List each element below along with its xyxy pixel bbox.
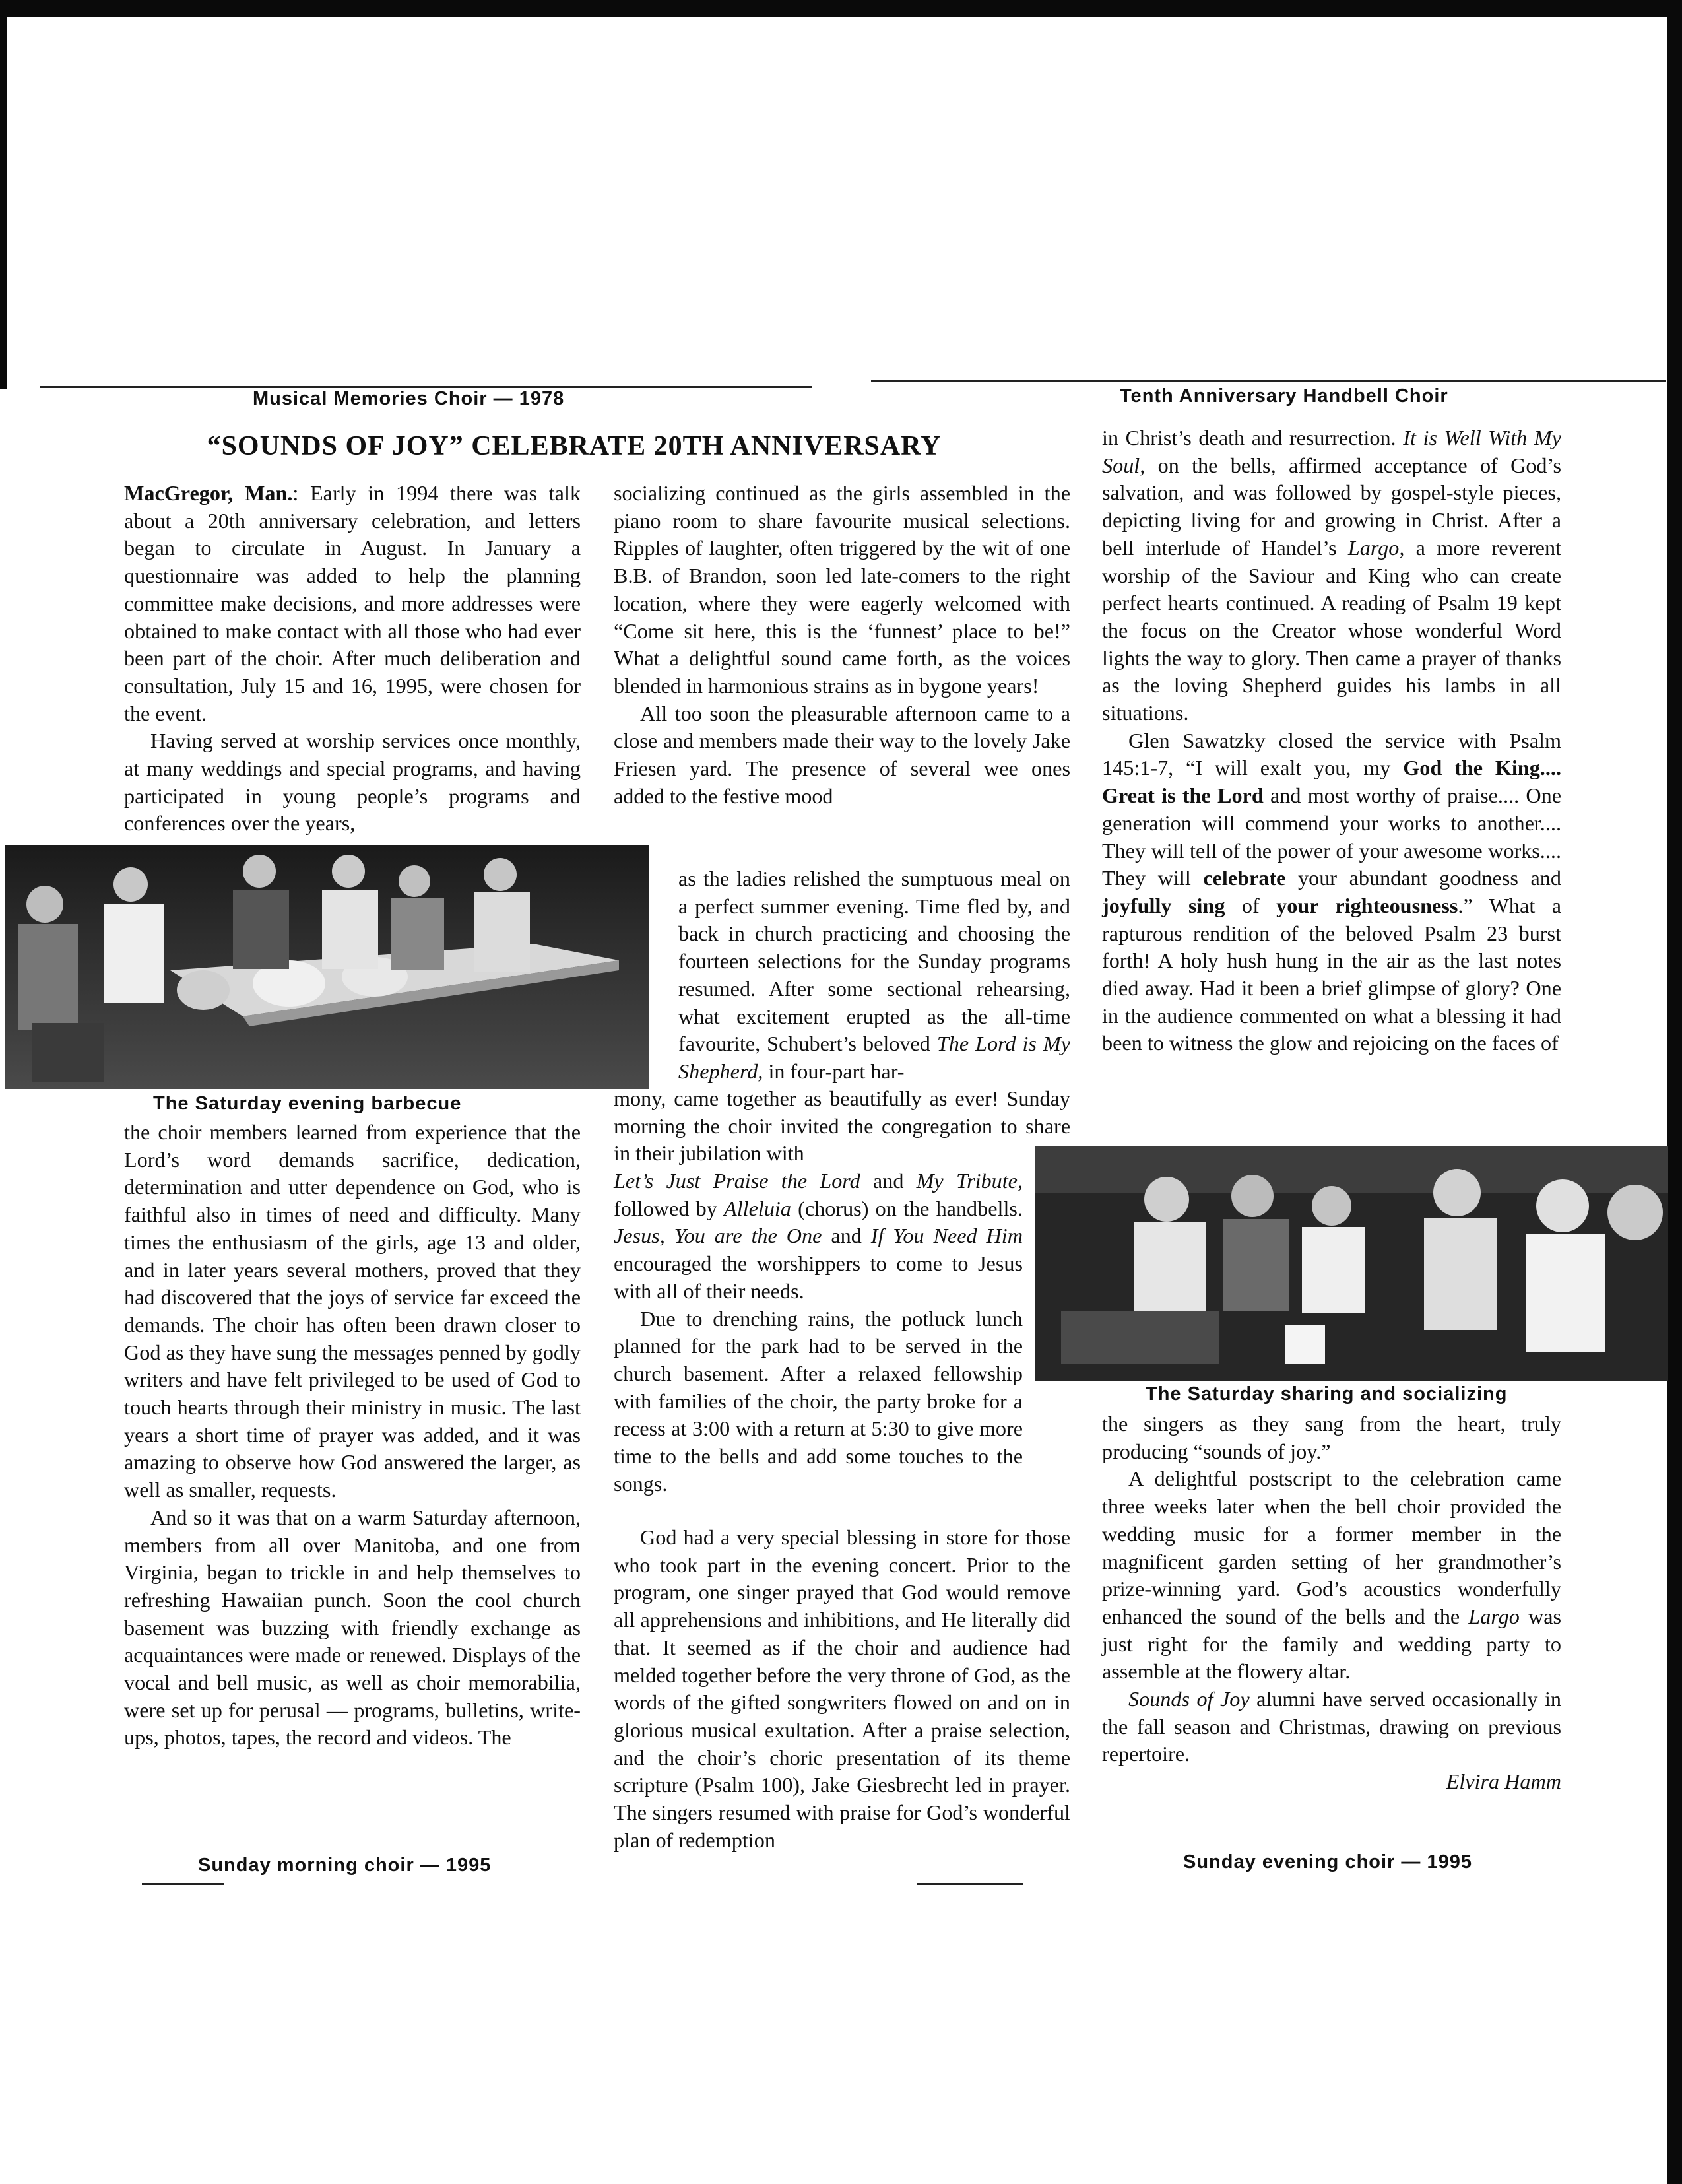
title-if-you-need-him: If You Need Him — [870, 1224, 1023, 1248]
article-column-2-indented — [678, 865, 1070, 1086]
column2-paragraph-2b: as the ladies relished the sumptuous meal on a perfect summer evening. Time fled by, and back in church practicing and choosing the fourteen selections for the Sunday programs resumed. After some sectional rehearsing, what excitement erupted as the all-time favourite, Schubert’s beloved — [678, 867, 1070, 1056]
column2-paragraph-2b-end: in four-part har- — [763, 1059, 905, 1083]
column3-paragraph-2b: and most worthy of praise.... One generation will commend your works to another.... They will tell of the power of your awesome works.... They will — [1102, 783, 1561, 890]
title-it-is-well: It is Well With My Soul, — [1102, 426, 1561, 477]
column2-paragraph-3: Due to drenching rains, the potluck lunch planned for the park had to be served in the church basement. After a relaxed fellowship with families of the choir, the party broke for a recess at 3:00 with a return at 5:30 to give more time to the bells and add some touches to the songs. — [614, 1306, 1023, 1496]
caption-saturday-sharing: The Saturday sharing and socializing — [1146, 1383, 1508, 1405]
article-column-3-lower — [1102, 1410, 1561, 1796]
column1-paragraph-1: : Early in 1994 there was talk about a 20th anniversary celebration, and letters began to circulate in August. In January a questionnaire was added to help the planning committee make decisions, and more addresses were obtained to make contact with all those who had ever been part of the choir. After much deliberation and consultation, July 15 and 16, 1995, were chosen for the event. — [124, 481, 581, 725]
author-signature: Elvira Hamm — [1446, 1770, 1561, 1794]
column1-paragraph-3: the choir members learned from experience that the Lord’s word demands sacrifice, dedication, determination and utter dependence on God, who is faithful also in times of need and difficulty. Many times the enthusiasm of the girls, age 13 and older, and in later years several mothers, proved that they had discovered that the joys of service far exceed the demands. The choir has often been drawn closer to God as they have sung the messages penned by godly writers and have felt privileged to be used of God to touch hearts through their ministry in music. The last years a short time of prayer was added, and it was amazing to observe how God answered the larger, as well as smaller, requests. — [124, 1120, 581, 1502]
title-lord-is-my-shepherd: The Lord is My Shepherd, — [678, 1032, 1070, 1083]
title-sounds-of-joy: Sounds of Joy — [1128, 1687, 1250, 1711]
column3-paragraph-4a: A delightful postscript to the celebration came three weeks later when the bell choir provided the wedding music for a former member in the magnificent garden setting of her grandmother’s prize-winning yard. God’s acoustics wonderfully enhanced the sound of the bells and the — [1102, 1467, 1561, 1628]
bold-celebrate: celebrate — [1203, 866, 1286, 890]
column3-paragraph-3: the singers as they sang from the heart, truly producing “sounds of joy.” — [1102, 1412, 1561, 1463]
column3-paragraph-2c: your abundant goodness and — [1285, 866, 1561, 890]
scan-border-right — [1667, 0, 1682, 2184]
text-chorus: (chorus) on the handbells. — [791, 1196, 1023, 1220]
caption-saturday-barbecue: The Saturday evening barbecue — [153, 1093, 462, 1114]
column3-paragraph-2e: .” What a rapturous rendition of the beloved Psalm 23 burst forth! A holy hush hung in the air as the last notes died away. Had it been a brief glimpse of glory? One in the audience commented on what a blessing it had been to witness the glow and rejoicing on the faces of — [1102, 893, 1561, 1055]
article-dateline: MacGregor, Man. — [124, 481, 293, 505]
caption-sunday-morning: Sunday morning choir — 1995 — [198, 1855, 492, 1876]
text-followed-by: followed by — [614, 1196, 725, 1220]
column1-paragraph-4: And so it was that on a warm Saturday afternoon, members from all over Manitoba, and one from Virginia, began to trickle in and help themselves to refreshing Hawaiian punch. Soon the cool church basement was buzzing with friendly exchange as acquaintances were made or renewed. Displays of the vocal and bell music, as well as choir memorabilia, were set up for perusal — programs, bulletins, write-ups, photos, tapes, the record and videos. The — [124, 1505, 581, 1750]
article-column-2-narrow — [614, 1168, 1023, 1498]
article-column-3 — [1102, 424, 1561, 1057]
article-column-1-lower — [124, 1119, 581, 1752]
column2-paragraph-2d-end: encouraged the worshippers to come to Jesus with all of their needs. — [614, 1251, 1023, 1303]
column2-paragraph-2a: All too soon the pleasurable afternoon came to a close and members made their way to the lovely Jake Friesen yard. The presence of several wee ones added to the festive mood — [614, 701, 1070, 808]
column1-paragraph-2: Having served at worship services once monthly, at many weddings and special programs, and having participated in young people’s programs and conferences over the years, — [124, 729, 581, 836]
title-alleluia: Alleluia — [724, 1196, 791, 1220]
text-and-2: and — [822, 1224, 871, 1248]
column3-paragraph-5: alumni have served occasionally in the fall season and Christmas, drawing on previous repertoire. — [1102, 1687, 1561, 1766]
scan-border-left — [0, 0, 7, 389]
column3-paragraph-1a: in Christ’s death and resurrection. — [1102, 426, 1404, 449]
column2-paragraph-1: socializing continued as the girls assembled in the piano room to share favourite musical selections. Ripples of laughter, often triggered by the wit of one B.B. of Brandon, soon led late-comers to the right location, where they were eagerly welcomed with “Come sit here, this is the ‘funnest’ place to be!” What a delightful sound came forth, as the voices blended in harmonious strains as in bygone years! — [614, 481, 1070, 698]
rule-bottom-mid — [917, 1883, 1023, 1885]
article-column-2 — [614, 480, 1070, 810]
rule-bottom-left — [142, 1883, 224, 1885]
bold-joyfully-sing: joyfully sing — [1102, 893, 1225, 917]
title-largo: Largo, — [1347, 535, 1405, 560]
column2-paragraph-2c: mony, came together as beautifully as ever! Sunday morning the choir invited the congregation to share in their jubilation with — [614, 1086, 1070, 1166]
title-lets-just-praise: Let’s Just Praise the Lord — [614, 1169, 860, 1193]
column3-paragraph-1b: on the bells, affirmed acceptance of God’s salvation, and was followed by gospel-style pieces, depicting living for and growing in Christ. After a bell interlude of Handel’s — [1102, 453, 1561, 560]
caption-sunday-evening: Sunday evening choir — 1995 — [1183, 1851, 1472, 1872]
photo-saturday-barbecue — [5, 845, 649, 1089]
rule-right — [871, 380, 1666, 382]
text-of: of — [1225, 893, 1277, 917]
article-column-1 — [124, 480, 581, 838]
photo-saturday-sharing — [1035, 1146, 1668, 1381]
article-column-2-lower — [614, 1524, 1070, 1854]
text-and: and — [860, 1169, 917, 1193]
column3-paragraph-4b: was just right for the family and wedding party to assemble at the flowery altar. — [1102, 1604, 1562, 1684]
column3-paragraph-2a: Glen Sawatzky closed the service with Psalm 145:1-7, “I will exalt you, my — [1102, 728, 1561, 780]
article-headline: “SOUNDS OF JOY” CELEBRATE 20TH ANNIVERSARY — [207, 431, 942, 461]
title-jesus-you-are-the-one: Jesus, You are the One — [614, 1224, 822, 1248]
scan-border-top — [0, 0, 1682, 17]
article-column-2-continued — [614, 1085, 1070, 1168]
bold-your-righteousness: your righteousness — [1276, 893, 1458, 917]
caption-musical-memories: Musical Memories Choir — 1978 — [253, 388, 565, 409]
title-my-tribute: My Tribute, — [916, 1169, 1023, 1193]
column3-paragraph-1c: a more reverent worship of the Saviour and King who can create perfect hearts continued. A reading of Psalm 19 kept the focus on the Creator whose wonderful Word lights the way to glory. Then came a prayer of thanks as the loving Shepherd guides his lambs in all situations. — [1102, 535, 1561, 725]
bold-god-the-king: God the King.... Great is the Lord — [1102, 756, 1561, 808]
column2-paragraph-4: God had a very special blessing in store for those who took part in the evening concert. Prior to the program, one singer prayed that God would remove all apprehensions and inhibitions, and He literally did that. It seemed as if the choir and audience had melded together before the very throne of God, as the words of the gifted songwriters flowed on and on in glorious musical exultation. After a praise selection, and the choir’s choric presentation of its theme scripture (Psalm 100), Jake Giesbrecht led in prayer. The singers resumed with praise for God’s wonderful plan of redemption — [614, 1525, 1070, 1852]
caption-tenth-anniversary: Tenth Anniversary Handbell Choir — [1120, 385, 1448, 407]
title-largo-2: Largo — [1468, 1604, 1520, 1628]
